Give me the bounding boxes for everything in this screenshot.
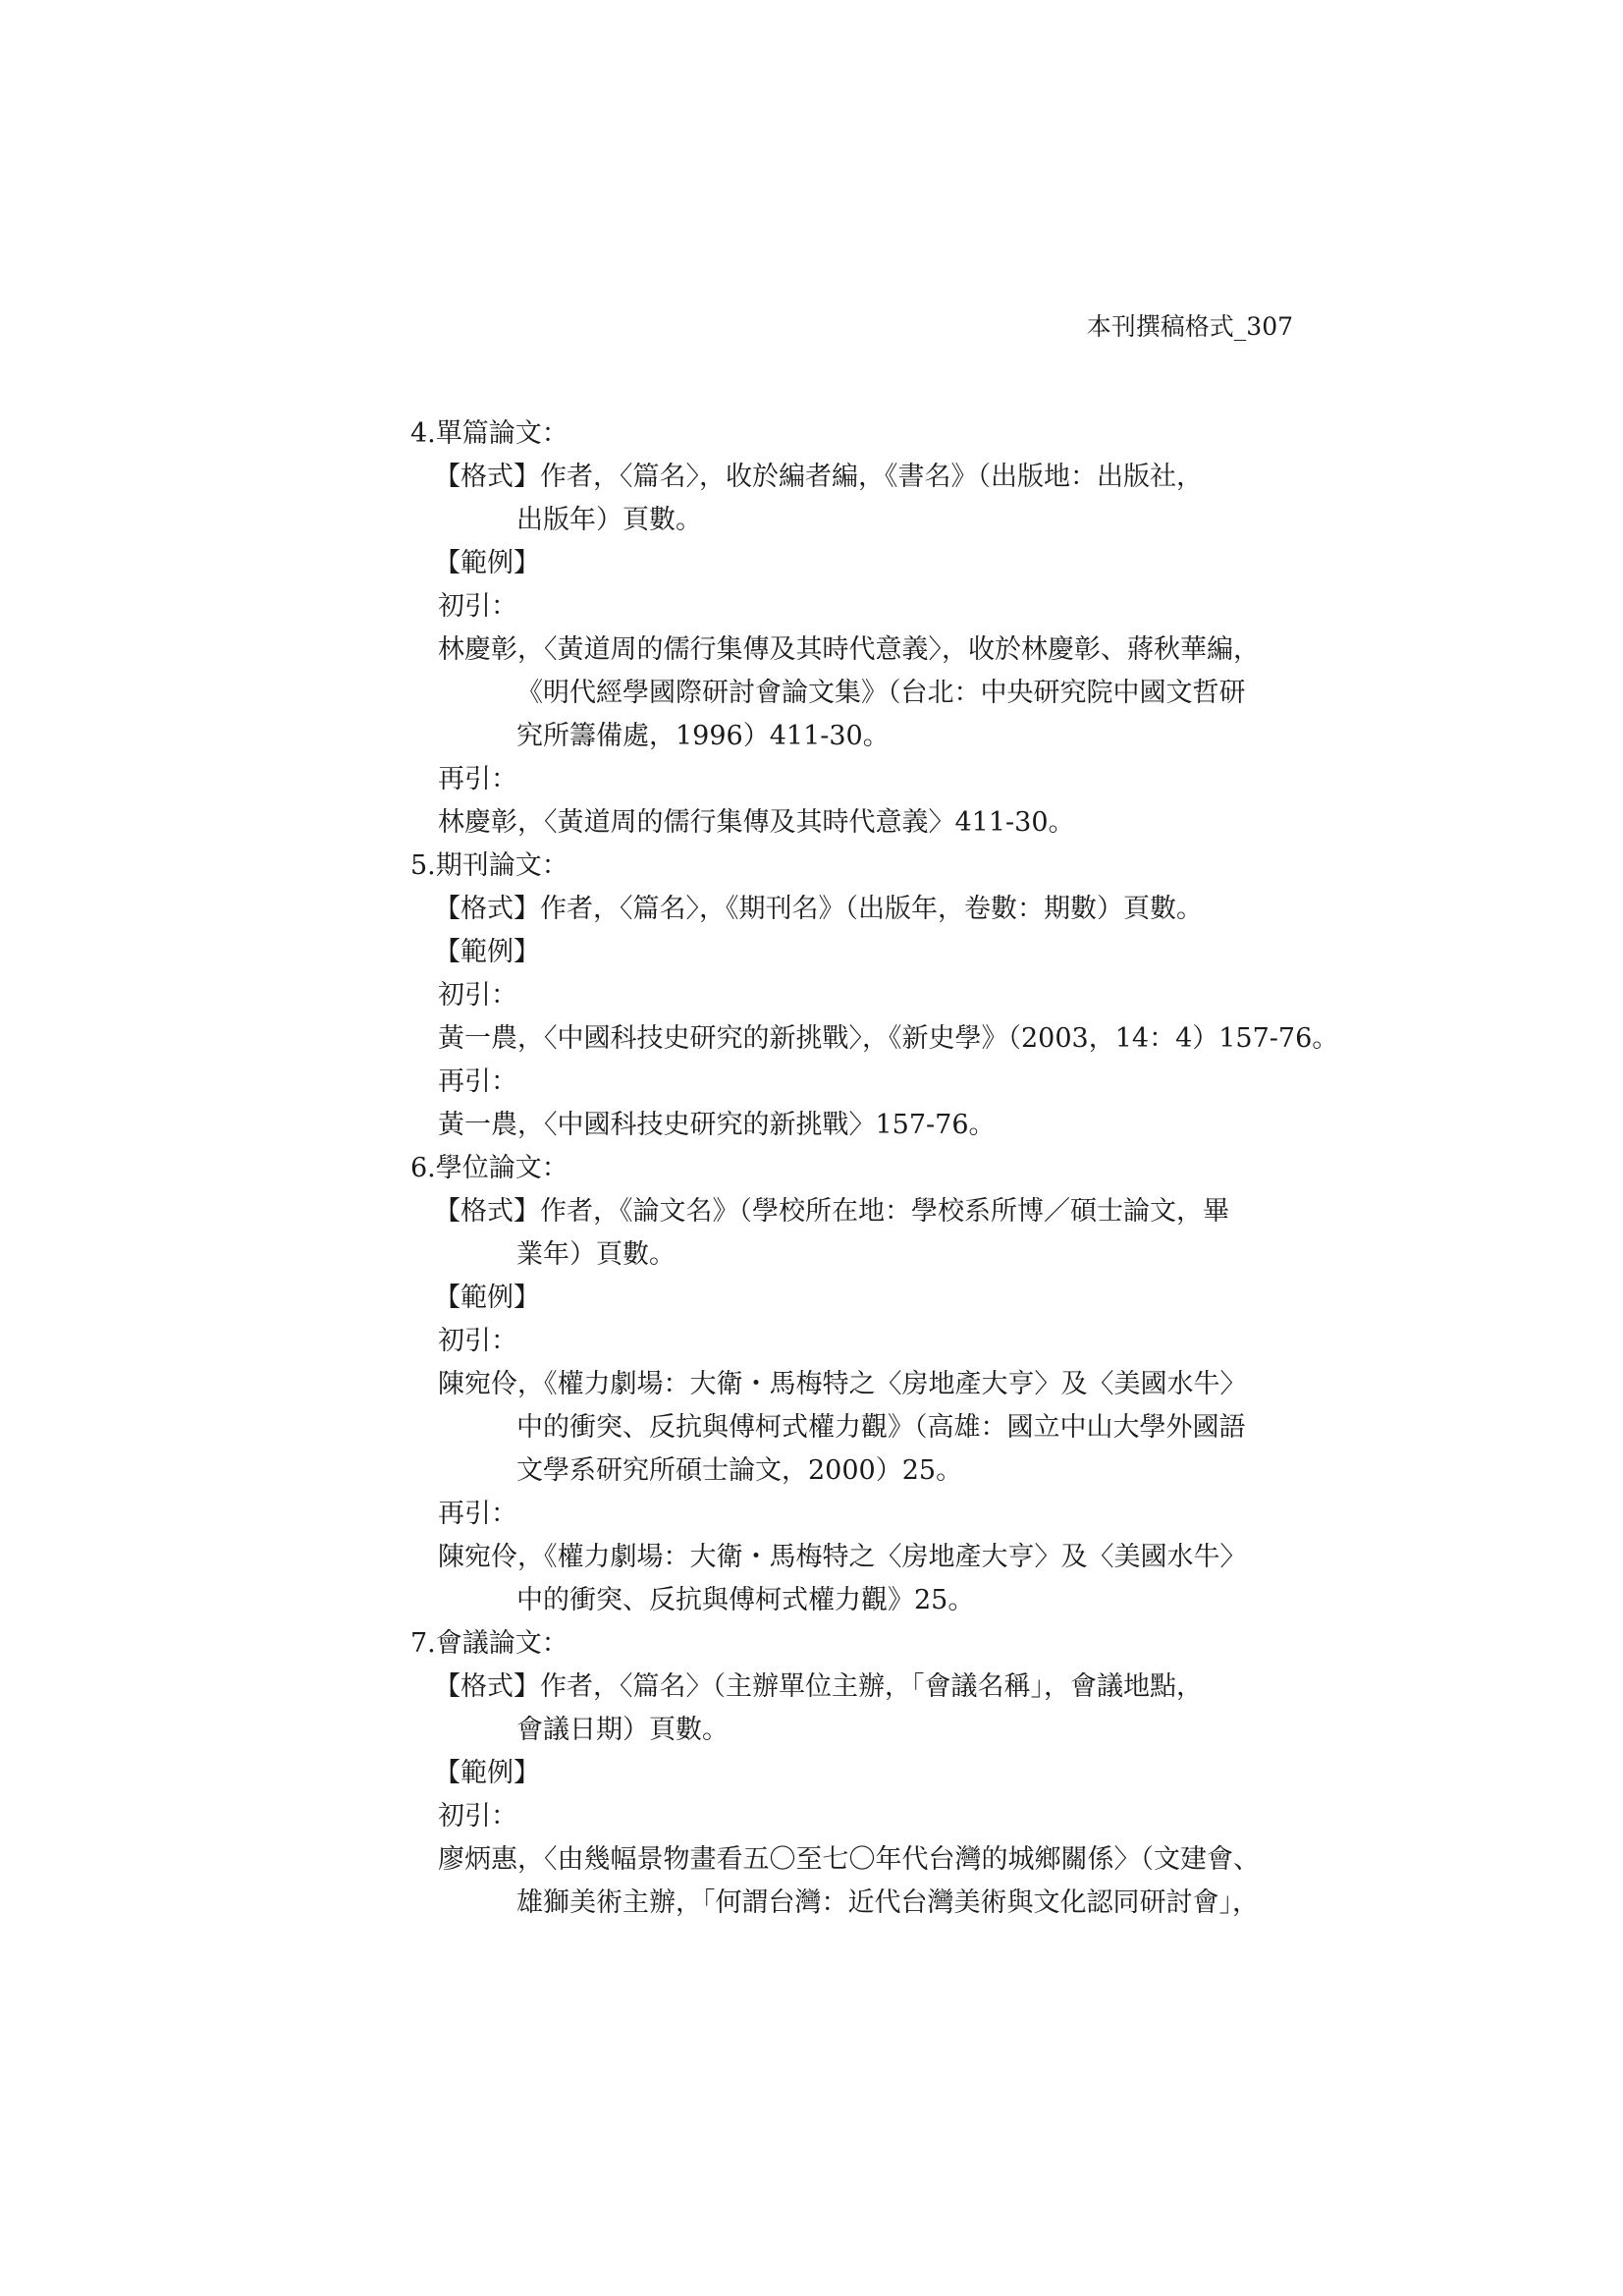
text-line: 【範例】: [434, 1283, 540, 1313]
text-line: 廖炳惠，〈由幾幅景物畫看五〇至七〇年代台灣的城鄉關係〉（文建會、: [438, 1844, 1260, 1875]
text-line: 中的衝突、反抗與傅柯式權力觀》25。: [516, 1585, 975, 1615]
section-heading: 7.會議論文：: [410, 1628, 568, 1659]
text-line: 初引：: [438, 591, 517, 622]
text-line: 《明代經學國際研討會論文集》（台北：中央研究院中國文哲研: [516, 678, 1246, 708]
text-line: 會議日期）頁數。: [516, 1715, 729, 1745]
text-line: 林慶彰，〈黃道周的儒行集傳及其時代意義〉411-30。: [438, 807, 1075, 838]
text-line: 黃一農，〈中國科技史研究的新挑戰〉157-76。: [438, 1110, 996, 1140]
text-line: 陳宛伶，《權力劇場：大衛・馬梅特之〈房地產大亨〉及〈美國水牛〉: [438, 1369, 1247, 1399]
text-line: 【範例】: [434, 548, 540, 578]
text-line: 初引：: [438, 980, 517, 1011]
text-line: 再引：: [438, 1066, 517, 1097]
text-line: 中的衝突、反抗與傅柯式權力觀》（高雄：國立中山大學外國語: [516, 1412, 1246, 1443]
text-line: 文學系研究所碩士論文，2000）25。: [516, 1455, 963, 1486]
text-line: 黃一農，〈中國科技史研究的新挑戰〉，《新史學》（2003，14：4）157-76。: [438, 1023, 1339, 1054]
section-heading: 4.單篇論文：: [410, 418, 568, 449]
text-line: 再引：: [438, 1499, 517, 1529]
text-line: 業年）頁數。: [516, 1239, 676, 1270]
text-line: 出版年）頁數。: [516, 505, 702, 535]
running-header: 本刊撰稿格式_307: [1086, 312, 1293, 341]
section-heading: 5.期刊論文：: [410, 850, 568, 881]
text-line: 初引：: [438, 1801, 517, 1831]
text-line: 【格式】作者，〈篇名〉，收於編者編，《書名》（出版地：出版社，: [434, 462, 1203, 492]
text-line: 【格式】作者，《論文名》（學校所在地：學校系所博／碩士論文，畢: [434, 1196, 1229, 1227]
body-text: [410, 412, 1339, 1925]
text-line: 【格式】作者，〈篇名〉（主辦單位主辦，「會議名稱」，會議地點，: [434, 1671, 1203, 1702]
text-line: 再引：: [438, 764, 517, 794]
text-line: 【範例】: [434, 937, 540, 967]
text-line: 陳宛伶，《權力劇場：大衛・馬梅特之〈房地產大亨〉及〈美國水牛〉: [438, 1542, 1247, 1572]
text-line: 【格式】作者，〈篇名〉，《期刊名》（出版年，卷數：期數）頁數。: [434, 894, 1203, 924]
text-line: 究所籌備處，1996）411-30。: [516, 721, 890, 751]
text-line: 林慶彰，〈黃道周的儒行集傳及其時代意義〉，收於林慶彰、蔣秋華編，: [438, 634, 1260, 665]
text-line: 初引：: [438, 1326, 517, 1356]
text-line: 【範例】: [434, 1758, 540, 1788]
section-heading: 6.學位論文：: [410, 1153, 568, 1183]
text-line: 雄獅美術主辦，「何謂台灣：近代台灣美術與文化認同研討會」，: [516, 1887, 1259, 1918]
